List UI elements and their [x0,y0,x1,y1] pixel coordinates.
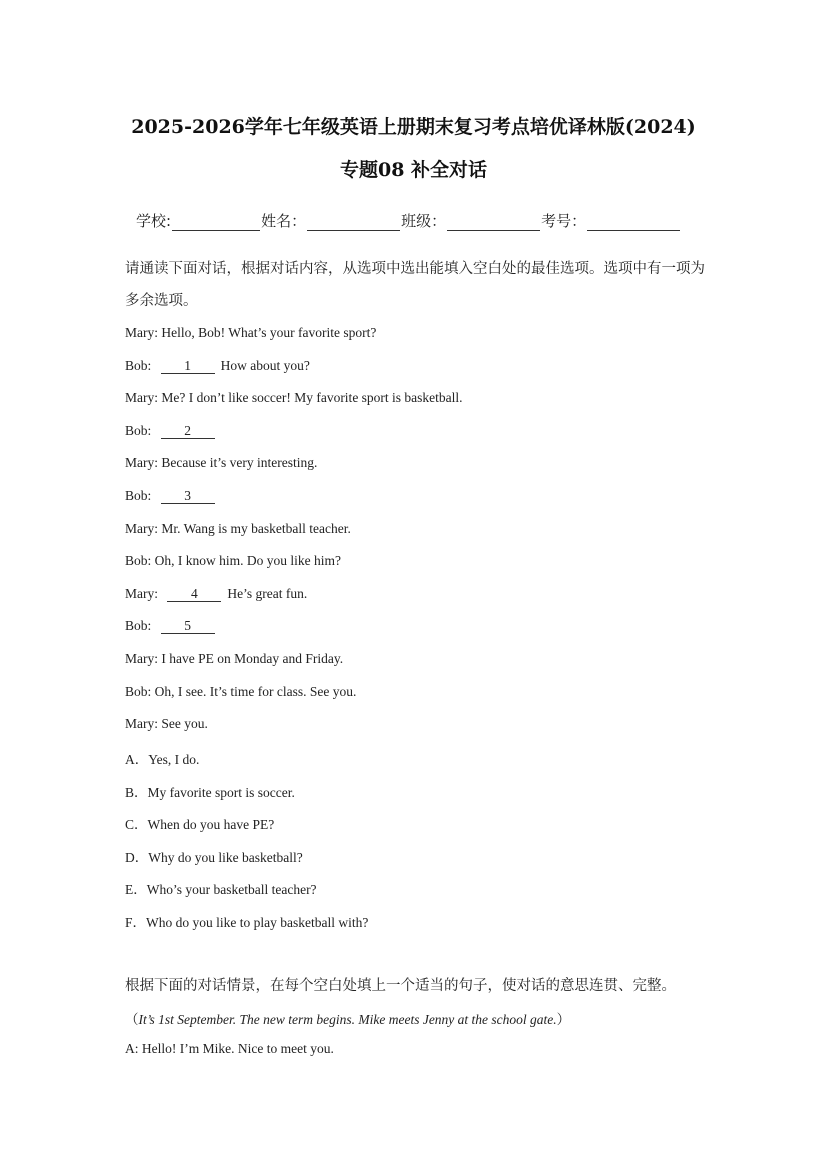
school-field[interactable] [172,214,260,231]
section1-instruction: 请通读下面对话，根据对话内容，从选项中选出能填入空白处的最佳选项。选项中有一项为多余选项。 [125,261,705,309]
dialogue-line [125,716,208,732]
number-field[interactable] [587,214,680,231]
speaker-label: Bob: [125,488,155,503]
student-info-row [136,210,681,231]
answer-blank-1[interactable]: 1 [161,358,215,374]
line-text: See you. [161,716,208,732]
option-item: E．Who’s your basketball teacher? [125,882,317,897]
speaker-label: Mary: [125,651,162,666]
speaker-label: Bob: [125,422,155,438]
context-text: It’s 1st September. The new term begins. Mike meets Jenny at the school gate. [138,1012,557,1027]
dialogue-line [125,684,356,700]
number-label: 考号： [541,212,587,230]
speaker-label: Mary: [125,716,162,732]
dialogue-line [125,586,307,602]
context-close-paren: ） [556,1012,571,1027]
section2-instruction: 根据下面的对话情景，在每个空白处填上一个适当的句子，使对话的意思连贯、完整。 [125,978,676,994]
option-item: B．My favorite sport is soccer. [125,784,295,800]
class-label: 班级： [401,212,447,230]
dialogue-line [125,651,343,667]
page-subtitle: 专题08 补全对话 [339,159,488,181]
context-open-paren: （ [125,1012,139,1027]
dialogue-line [125,325,376,341]
dialogue-line [125,521,351,537]
line-text: Oh, I see. It’s time for class. See you. [154,683,357,699]
line-text: Because it’s very interesting. [161,455,318,471]
speaker-label: Bob: [125,618,155,634]
answer-blank-5[interactable]: 5 [161,618,215,634]
option-item: C．When do you have PE? [125,817,275,832]
speaker-label: Mary: [125,390,162,406]
speaker-label: Mary: [125,325,162,340]
scene-context [125,1008,570,1028]
line-text: I have PE on Monday and Friday. [161,651,344,666]
school-label: 学校: [136,212,172,230]
dialogue-line [125,488,221,504]
line-text: Me? I don’t like soccer! My favorite sport is basketball. [161,390,463,406]
speaker-label: Mary: [125,520,162,536]
dialogue-line [125,553,341,569]
option-item: A．Yes, I do. [125,752,200,767]
line-text: How about you? [220,357,310,373]
dialogue-line [125,423,221,439]
option-item: D．Why do you like basketball? [125,849,303,865]
dialogue-line [125,390,463,406]
answer-blank-2[interactable]: 2 [161,423,215,439]
speaker-label: Mary: [125,585,162,601]
answer-blank-4[interactable]: 4 [167,586,221,602]
answer-blank-3[interactable]: 3 [161,488,215,504]
option-item: F．Who do you like to play basketball with? [125,914,369,930]
speaker-label: Bob: [125,553,155,569]
dialogue-line [125,358,310,374]
line-text: Oh, I know him. Do you like him? [154,553,341,569]
dialogue2-line-1: A: Hello! I’m Mike. Nice to meet you. [125,1041,334,1056]
name-field[interactable] [307,214,400,231]
line-text: Hello, Bob! What’s your favorite sport? [161,325,377,340]
name-label: 姓名： [261,212,307,230]
speaker-label: Bob: [125,683,155,699]
dialogue-line [125,618,221,634]
speaker-label: Mary: [125,455,162,471]
dialogue-line [125,455,317,471]
class-field[interactable] [447,214,540,231]
line-text: Mr. Wang is my basketball teacher. [161,520,351,536]
speaker-label: Bob: [125,357,155,373]
page-title: 2025-2026学年七年级英语上册期末复习考点培优译林版(2024) [131,116,696,138]
line-text: He’s great fun. [227,585,308,601]
